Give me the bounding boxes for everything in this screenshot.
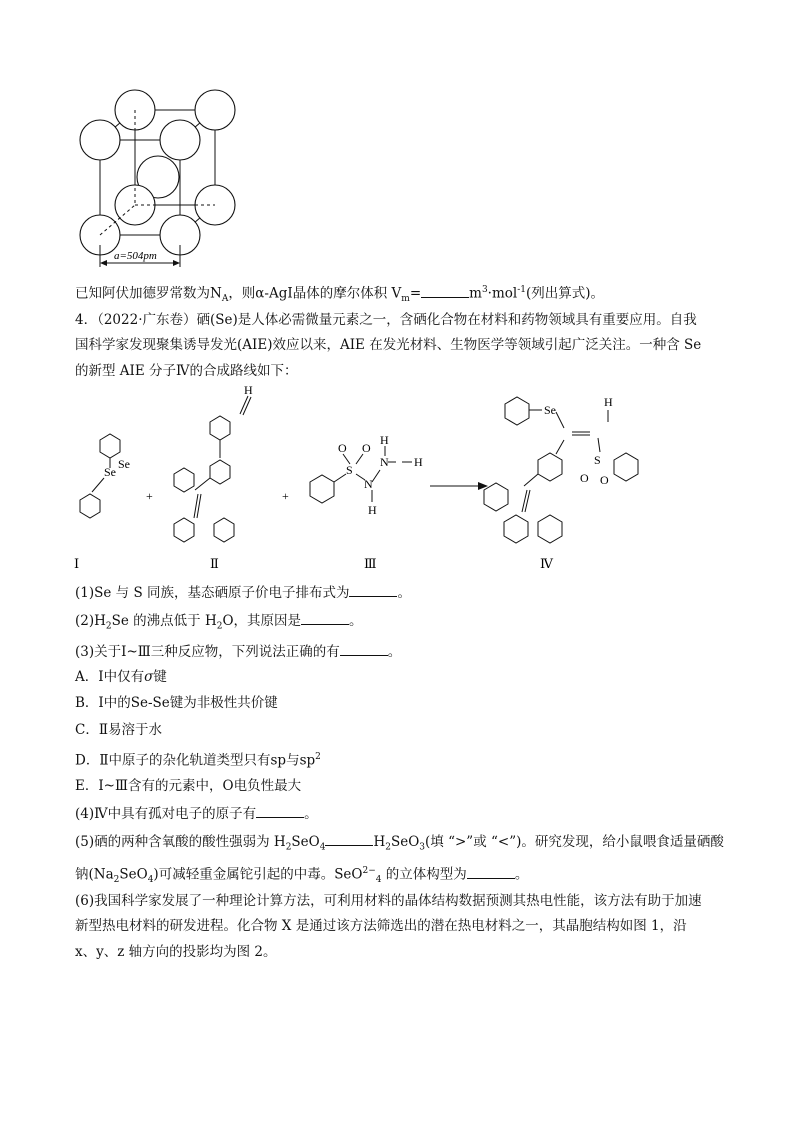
- crystal-cell-figure: [60, 85, 260, 275]
- text: 。: [304, 806, 318, 822]
- benzene-ring: [174, 518, 194, 542]
- text: N: [210, 285, 222, 302]
- sub-question-2: [75, 611, 363, 636]
- text: m: [401, 294, 410, 305]
- compound-label: Ⅲ: [364, 556, 377, 571]
- text: 钠(Na: [75, 866, 114, 883]
- text: 。: [397, 585, 411, 601]
- sub-question-6-line2: 新型热电材料的研发进程。化合物 X 是通过该方法筛选出的潜在热电材料之一，其晶胞结构如图 1，沿: [75, 918, 687, 934]
- benzene-ring: [614, 453, 638, 481]
- atom-label: H: [368, 503, 377, 517]
- text: m: [469, 285, 482, 302]
- answer-blank[interactable]: [325, 832, 373, 846]
- atom-label: H: [244, 383, 253, 397]
- atom-label: N: [380, 455, 389, 469]
- text: 2: [285, 842, 292, 853]
- benzene-ring: [100, 434, 120, 458]
- text: Se 的沸点低于 H: [111, 613, 217, 629]
- answer-blank[interactable]: [467, 865, 515, 879]
- benzene-ring: [174, 468, 194, 492]
- text: H: [373, 834, 386, 850]
- benzene-ring: [484, 483, 508, 511]
- plus-sign: +: [282, 489, 289, 503]
- text: 已知阿伏加德罗常数为: [75, 285, 210, 302]
- sub-question-6-line1: (6)我国科学家发展了一种理论计算方法，可利用材料的晶体结构数据预测其热电性能，该方法有助于加速: [75, 893, 702, 909]
- benzene-ring: [210, 460, 230, 484]
- atom-label: O: [580, 471, 589, 485]
- atom-label: Se: [118, 457, 130, 471]
- text: 4: [147, 875, 154, 886]
- text: (填 “>”或 “<”)。研究发现，给小鼠喂食适量硒酸: [425, 834, 724, 850]
- text: SeO: [291, 834, 320, 850]
- atom-label: O: [362, 441, 371, 455]
- text: (1)Se 与 S 同族，基态硒原子价电子排布式为: [75, 585, 350, 601]
- benzene-ring: [210, 416, 230, 440]
- text: 3: [419, 842, 426, 853]
- text: 2−: [362, 866, 376, 876]
- atom-label: S: [346, 463, 353, 477]
- synthesis-scheme: [60, 382, 680, 582]
- text: (4)Ⅳ中具有孤对电子的原子有: [75, 806, 257, 822]
- lattice-label: a=504pm: [114, 250, 157, 262]
- q4-intro-line3: 的新型 AIE 分子Ⅳ的合成路线如下：: [75, 363, 298, 379]
- q4-intro-line1: 4．（2022·广东卷）硒(Se)是人体必需微量元素之一，含硒化合物在材料和药物领域具有重要应用。自我: [75, 312, 697, 328]
- text: A: [221, 294, 229, 305]
- text: 3: [481, 285, 488, 295]
- text: V: [391, 285, 402, 302]
- benzene-ring: [538, 515, 562, 543]
- option-d: [75, 748, 321, 770]
- sub-question-5-line1: [75, 832, 724, 857]
- text: 2: [315, 752, 321, 762]
- q4-intro-line2: 国科学家发现聚集诱导发光(AIE)效应以来，AIE 在发光材料、生物医学等领域引起广泛关注。一种含 Se: [75, 337, 702, 353]
- answer-blank[interactable]: [256, 804, 304, 818]
- atom-label: O: [600, 473, 609, 487]
- sub-question-3: [75, 642, 401, 661]
- text: 2: [105, 621, 112, 632]
- q3-tail-line: [75, 281, 604, 308]
- text: 。: [514, 866, 529, 883]
- plus-sign: +: [146, 489, 153, 503]
- text: SeO: [390, 834, 420, 850]
- benzene-ring: [538, 453, 562, 481]
- text: (2)H: [75, 613, 106, 629]
- option-c: C．Ⅱ易溶于水: [75, 722, 163, 738]
- benzene-ring: [504, 515, 528, 543]
- answer-blank[interactable]: [340, 642, 388, 656]
- atom-label: N: [364, 477, 373, 491]
- text: -1: [517, 285, 526, 295]
- text: ·mol: [487, 285, 518, 302]
- text: 2: [216, 621, 223, 632]
- text: 4: [375, 875, 382, 886]
- option-b: B．Ⅰ中的Se-Se键为非极性共价键: [75, 695, 278, 711]
- answer-blank[interactable]: [421, 284, 469, 298]
- text: D．Ⅱ中原子的杂化轨道类型只有sp与sp: [75, 752, 316, 769]
- atom-circle: [80, 120, 120, 160]
- atom-label: S: [594, 453, 601, 467]
- text: ，则α-AgI晶体的摩尔体积: [228, 285, 388, 302]
- sub-question-1: [75, 583, 411, 602]
- compound-label: Ⅳ: [540, 556, 553, 571]
- text: 2: [113, 875, 120, 886]
- sub-question-5-line2: [75, 862, 528, 889]
- benzene-ring: [214, 518, 234, 542]
- text: 。: [349, 613, 363, 629]
- benzene-ring: [505, 397, 529, 425]
- benzene-ring: [310, 475, 334, 503]
- atom-circle: [195, 90, 235, 130]
- atom-label: Se: [544, 403, 556, 417]
- sub-question-6-line3: x、y、z 轴方向的投影均为图 2。: [75, 944, 277, 960]
- atom-label: H: [380, 433, 389, 447]
- text: SeO: [119, 866, 148, 883]
- text: 2: [385, 842, 391, 853]
- atom-circle: [160, 120, 200, 160]
- sub-question-4: [75, 804, 318, 823]
- text: =: [409, 285, 422, 302]
- text: 键: [153, 669, 167, 685]
- text: 4: [319, 842, 326, 853]
- atom-label: Se: [104, 465, 116, 479]
- text: 的立体构型为: [381, 866, 467, 883]
- option-a: [75, 668, 167, 686]
- text: (5)硒的两种含氧酸的酸性强弱为 H: [75, 834, 286, 850]
- benzene-ring: [80, 494, 100, 518]
- compound-label: Ⅱ: [210, 556, 219, 571]
- answer-blank[interactable]: [349, 583, 397, 597]
- text: (3)关于Ⅰ~Ⅲ三种反应物，下列说法正确的有: [75, 644, 340, 660]
- compound-label: Ⅰ: [74, 556, 80, 571]
- option-e: E．Ⅰ~Ⅲ含有的元素中，O电负性最大: [75, 778, 302, 794]
- answer-blank[interactable]: [301, 611, 349, 625]
- text: )可减轻重金属铊引起的中毒。SeO: [153, 866, 363, 883]
- text: 。: [387, 644, 402, 660]
- text: A．Ⅰ中仅有: [75, 669, 145, 685]
- text: O，其原因是: [222, 613, 302, 629]
- text: (列出算式)。: [526, 285, 605, 302]
- atom-label: H: [604, 395, 613, 409]
- atom-label: H: [414, 455, 423, 469]
- atom-label: O: [338, 441, 347, 455]
- text: σ: [144, 669, 154, 685]
